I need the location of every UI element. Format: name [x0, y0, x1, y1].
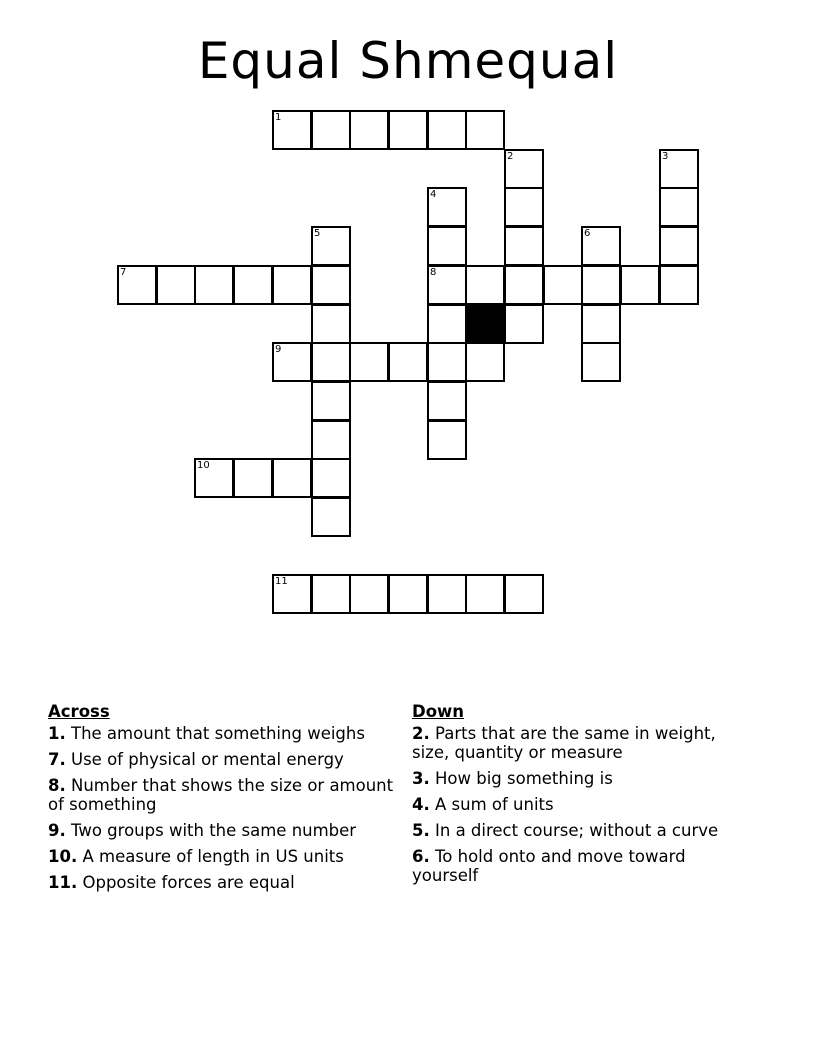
clue-number: 2. — [412, 724, 430, 743]
grid-cell[interactable] — [504, 187, 544, 227]
grid-cell[interactable] — [659, 226, 699, 266]
grid-cell[interactable] — [504, 149, 544, 189]
grid-cell[interactable] — [117, 265, 157, 305]
puzzle-title: Equal Shmequal — [197, 32, 619, 90]
grid-cell[interactable] — [659, 149, 699, 189]
cell-number: 4 — [430, 189, 437, 200]
grid-cell[interactable] — [465, 110, 505, 150]
clue-number: 8. — [48, 776, 66, 795]
clue-down-5 — [412, 821, 752, 840]
grid-cell[interactable] — [388, 110, 428, 150]
grid-cell[interactable] — [233, 458, 273, 498]
grid-cell[interactable] — [427, 381, 467, 421]
cell-number: 5 — [314, 228, 321, 239]
clue-down-4 — [412, 795, 752, 814]
grid-cell[interactable] — [349, 342, 389, 382]
grid-cell[interactable] — [388, 574, 428, 614]
clue-text: Use of physical or mental energy — [71, 750, 344, 769]
grid-cell[interactable] — [427, 574, 467, 614]
down-clues — [412, 702, 752, 892]
grid-cell[interactable] — [581, 304, 621, 344]
grid-cell[interactable] — [427, 304, 467, 344]
grid-cell[interactable] — [272, 458, 312, 498]
grid-cell[interactable] — [504, 265, 544, 305]
grid-cell[interactable] — [427, 342, 467, 382]
grid-cell[interactable] — [465, 265, 505, 305]
grid-cell[interactable] — [272, 342, 312, 382]
clue-number: 6. — [412, 847, 430, 866]
grid-cell[interactable] — [311, 574, 351, 614]
grid-cell[interactable] — [581, 342, 621, 382]
grid-cell[interactable] — [427, 420, 467, 460]
clue-across-10 — [48, 847, 396, 866]
clue-text: To hold onto and move toward yourself — [412, 847, 686, 885]
cell-number: 3 — [662, 151, 669, 162]
clue-across-8 — [48, 776, 396, 814]
grid-cell[interactable] — [194, 265, 234, 305]
clue-text: In a direct course; without a curve — [435, 821, 719, 840]
grid-cell[interactable] — [311, 497, 351, 537]
clue-text: Opposite forces are equal — [82, 873, 295, 892]
grid-cell[interactable] — [311, 458, 351, 498]
grid-block-cell — [465, 304, 505, 344]
clue-down-3 — [412, 769, 752, 788]
grid-cell[interactable] — [388, 342, 428, 382]
cell-number: 6 — [584, 228, 591, 239]
across-heading: Across — [48, 702, 110, 721]
grid-cell[interactable] — [581, 265, 621, 305]
cell-number: 2 — [507, 151, 514, 162]
clue-number: 1. — [48, 724, 66, 743]
clue-text: Number that shows the size or amount of something — [48, 776, 394, 814]
grid-cell[interactable] — [311, 226, 351, 266]
grid-cell[interactable] — [311, 265, 351, 305]
grid-cell[interactable] — [543, 265, 583, 305]
grid-cell[interactable] — [427, 265, 467, 305]
clue-down-2 — [412, 724, 752, 762]
cell-number: 7 — [120, 267, 127, 278]
clue-across-11 — [48, 873, 396, 892]
grid-cell[interactable] — [272, 110, 312, 150]
clue-text: A measure of length in US units — [82, 847, 344, 866]
grid-cell[interactable] — [311, 110, 351, 150]
clue-text: Parts that are the same in weight, size, quantity or measure — [412, 724, 716, 762]
clue-number: 7. — [48, 750, 66, 769]
grid-cell[interactable] — [194, 458, 234, 498]
grid-cell[interactable] — [272, 574, 312, 614]
clue-number: 3. — [412, 769, 430, 788]
grid-cell[interactable] — [311, 304, 351, 344]
grid-cell[interactable] — [465, 574, 505, 614]
grid-cell[interactable] — [659, 187, 699, 227]
grid-cell[interactable] — [427, 187, 467, 227]
grid-cell[interactable] — [233, 265, 273, 305]
grid-cell[interactable] — [311, 381, 351, 421]
across-clues — [48, 702, 396, 899]
clue-number: 11. — [48, 873, 78, 892]
clue-across-7 — [48, 750, 396, 769]
clue-across-1 — [48, 724, 396, 743]
cell-number: 10 — [197, 460, 210, 471]
clue-text: How big something is — [435, 769, 613, 788]
grid-cell[interactable] — [349, 110, 389, 150]
cell-number: 1 — [275, 112, 282, 123]
clue-across-9 — [48, 821, 396, 840]
clue-text: Two groups with the same number — [71, 821, 357, 840]
grid-cell[interactable] — [581, 226, 621, 266]
clue-number: 9. — [48, 821, 66, 840]
cell-number: 9 — [275, 344, 282, 355]
grid-cell[interactable] — [659, 265, 699, 305]
down-heading: Down — [412, 702, 465, 721]
grid-cell[interactable] — [427, 226, 467, 266]
grid-cell[interactable] — [272, 265, 312, 305]
clue-number: 10. — [48, 847, 78, 866]
grid-cell[interactable] — [311, 420, 351, 460]
cell-number: 11 — [275, 576, 288, 587]
clue-text: A sum of units — [435, 795, 554, 814]
grid-cell[interactable] — [620, 265, 660, 305]
grid-cell[interactable] — [427, 110, 467, 150]
grid-cell[interactable] — [156, 265, 196, 305]
grid-cell[interactable] — [465, 342, 505, 382]
grid-cell[interactable] — [349, 574, 389, 614]
grid-cell[interactable] — [504, 574, 544, 614]
clue-down-6 — [412, 847, 752, 885]
clue-number: 5. — [412, 821, 430, 840]
clue-number: 4. — [412, 795, 430, 814]
grid-cell[interactable] — [311, 342, 351, 382]
clue-text: The amount that something weighs — [71, 724, 365, 743]
cell-number: 8 — [430, 267, 437, 278]
grid-cell[interactable] — [504, 304, 544, 344]
grid-cell[interactable] — [504, 226, 544, 266]
